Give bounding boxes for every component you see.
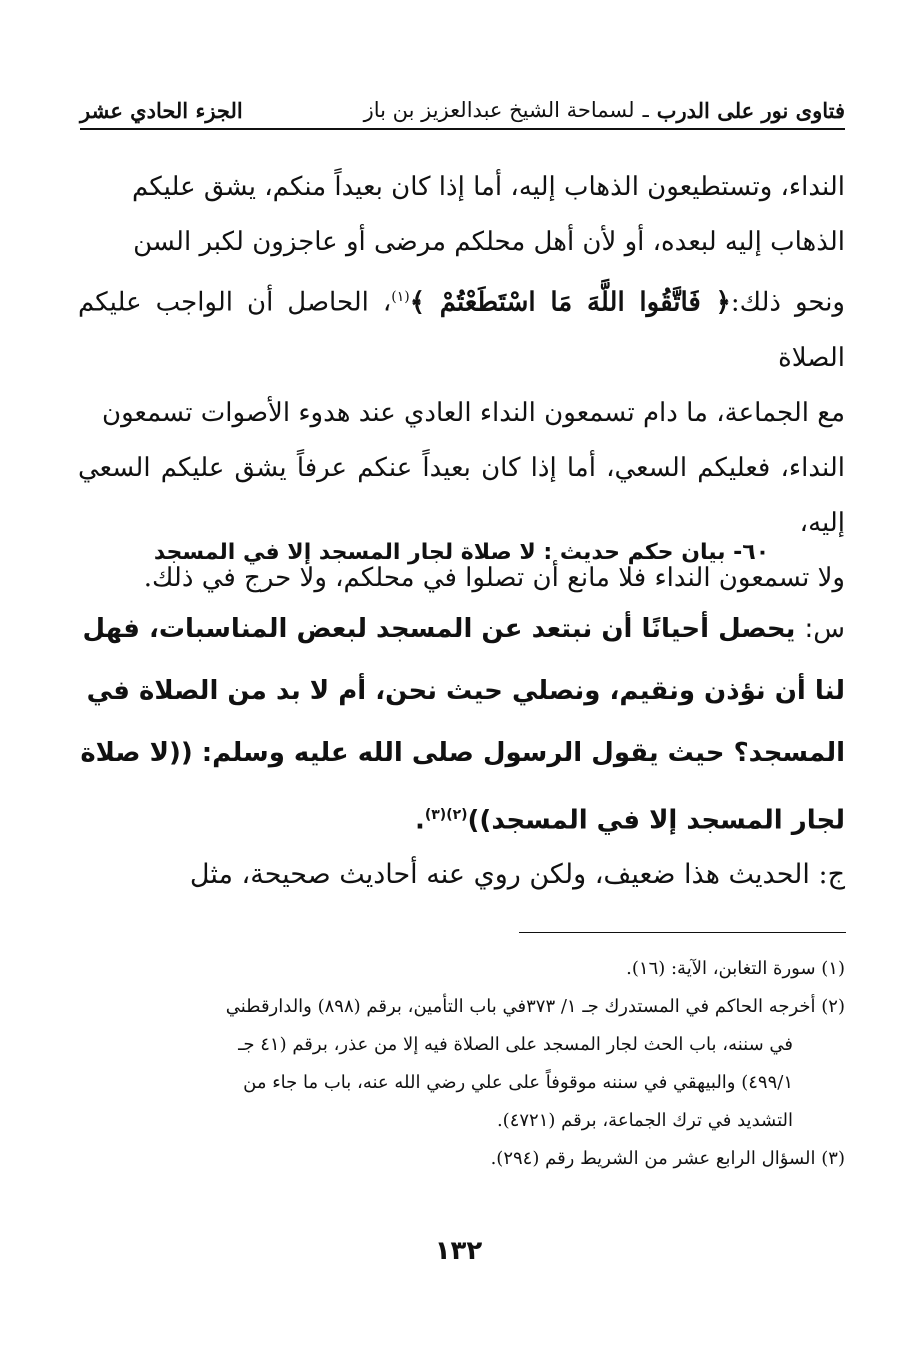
footnote-3: (٣) السؤال الرابع عشر من الشريط رقم (٢٩٤). [490,1148,845,1169]
body-line: الذهاب إليه لبعده، أو لأن أهل محلكم مرضى أو عاجزون لكبر السن [133,227,845,257]
footnote-divider [519,932,846,933]
body-line: النداء، فعليكم السعي، أما إذا كان بعيداً عنكم عرفاً يشق عليكم السعي إليه، [78,452,845,538]
body-line: ونحو ذلك:﴿ فَاتَّقُوا اللَّهَ مَا اسْتَطَعْتُمْ ﴾$^{(١)}$، الحاصل أن الواجب عليكم الصلاة [78,287,845,373]
volume-label: الجزء الحادي عشر [80,97,243,123]
footnote-2: (٢) أخرجه الحاكم في المستدرك جـ ١/ ٣٧٣في باب التأمين، برقم (٨٩٨) والدارقطني [225,996,845,1017]
footnote-2-cont: ٤٩٩/١) والبيهقي في سننه موقوفاً على علي رضي الله عنه، باب ما جاء من [243,1072,793,1093]
footnote-ref: (٢)(٣) [424,807,468,823]
body-line: ولا تسمعون النداء فلا مانع أن تصلوا في محلكم، ولا حرج في ذلك. [143,562,845,593]
answer-block [72,850,845,900]
quran-verse: ﴿ فَاتَّقُوا اللَّهَ مَا اسْتَطَعْتُمْ ﴾ [409,287,731,318]
body-text [78,160,845,606]
author-name: لسماحة الشيخ عبدالعزيز بن باز [363,98,635,122]
book-title: فتاوى نور على الدرب [656,97,845,123]
footnote-2-cont: التشديد في ترك الجماعة، برقم (٤٧٢١). [496,1110,793,1131]
footnote-ref: (١) [391,289,410,305]
question-block: س: يحصل أحيانًا أن نبتعد عن المسجد لبعض المناسبات، فهل لنا أن نؤذن ونقيم، ونصلي حيث نحن، أم لا بد من الصلاة في المسجد؟ حيث يقول الرسول صلى الله عليه وسلم: ((لا صلاة لجار المسجد إلا في المسجد))$^{(٢)(٣)}$. [80,614,845,836]
body-line: مع الجماعة، ما دام تسمعون النداء العادي عند هدوء الأصوات تسمعون [102,397,845,428]
question-prefix: س: [804,614,845,644]
body-line: النداء، وتستطيعون الذهاب إليه، أما إذا كان بعيداً منكم، يشق عليكم [132,172,845,202]
footnotes [72,950,845,1178]
footnote-1: (١) سورة التغابن، الآية: (١٦). [626,958,845,979]
running-header [80,92,845,130]
question-text: يحصل أحيانًا أن نبتعد عن المسجد لبعض المناسبات، فهل لنا أن نؤذن ونقيم، ونصلي حيث نحن، أم لا بد من الصلاة في المسجد؟ حيث يقول الرسول صلى الله عليه وسلم: ((لا صلاة لجار المسجد إلا في المسجد)) [80,614,845,836]
answer-text: ج: الحديث هذا ضعيف، ولكن روي عنه أحاديث صحيحة، مثل [189,859,845,890]
footnote-2-cont: في سننه، باب الحث لجار المسجد على الصلاة فيه إلا من عذر، برقم (٤١ جـ [238,1034,793,1055]
page-number: ١٣٢ [434,1236,483,1266]
header-book-info: فتاوى نور على الدرب ـ لسماحة الشيخ عبدالعزيز بن باز [363,97,845,123]
section-title: بيان حكم حديث : لا صلاة لجار المسجد إلا في المسجد [153,540,726,565]
section-number: ٦٠- [733,540,770,565]
section-heading [78,540,845,565]
